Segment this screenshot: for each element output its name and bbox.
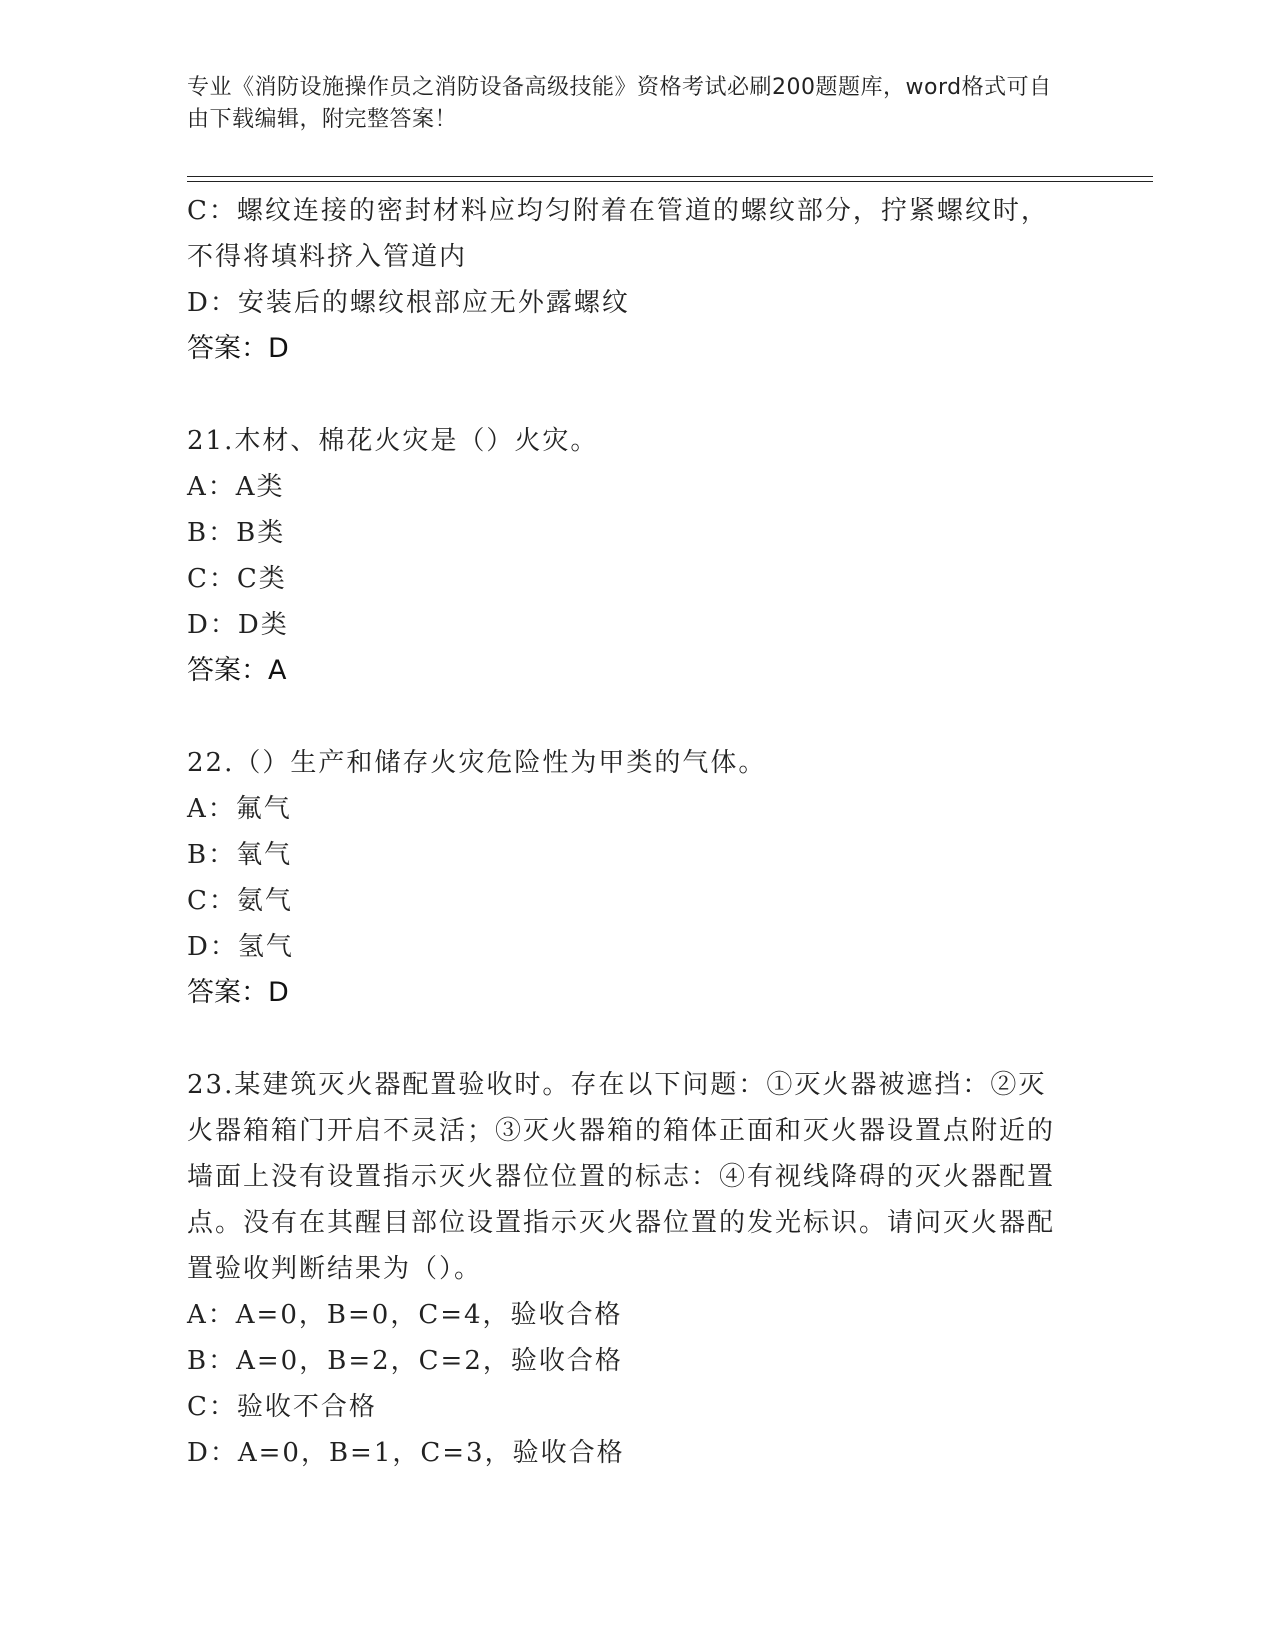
option-d: D：氢气 — [187, 932, 294, 962]
option-a: A：A=0，B=0，C=4，验收合格 — [187, 1300, 623, 1330]
question-block-21 — [187, 418, 1067, 694]
option-c: C：氨气 — [187, 886, 293, 916]
option-c: C：螺纹连接的密封材料应均匀附着在管道的螺纹部分，拧紧螺纹时，不得将填料挤入管道内 — [187, 196, 1049, 272]
spacer — [187, 1016, 1067, 1062]
document-header: 专业《消防设施操作员之消防设备高级技能》资格考试必刷200题题库，word格式可自由下载编辑，附完整答案！ — [187, 75, 1052, 132]
header-divider-top — [187, 176, 1153, 177]
question-block-22 — [187, 740, 1067, 1016]
question-block-previous — [187, 188, 1067, 372]
answer-line: 答案：A — [187, 655, 287, 686]
header-divider-bottom — [187, 181, 1153, 182]
option-b: B：氧气 — [187, 840, 293, 870]
question-list — [187, 188, 1067, 1476]
spacer — [187, 694, 1067, 740]
option-c: C：C类 — [187, 564, 287, 594]
option-c: C：验收不合格 — [187, 1392, 377, 1422]
question-stem: 21.木材、棉花火灾是（）火灾。 — [187, 426, 599, 456]
answer-line: 答案：D — [187, 977, 289, 1008]
option-d: D：A=0，B=1，C=3，验收合格 — [187, 1438, 625, 1468]
answer-line: 答案：D — [187, 333, 289, 364]
option-d: D：D类 — [187, 610, 289, 640]
spacer — [187, 372, 1067, 418]
option-b: B：A=0，B=2，C=2，验收合格 — [187, 1346, 623, 1376]
question-stem: 23.某建筑灭火器配置验收时。存在以下问题：①灭火器被遮挡：②灭火器箱箱门开启不灵活；③灭火器箱的箱体正面和灭火器设置点附近的墙面上没有设置指示灭火器位位置的标志：④有视线降碍的灭火器配置点。没有在其醒目部位设置指示灭火器位置的发光标识。请问灭火器配置验收判断结果为（）。 — [187, 1070, 1056, 1284]
option-a: A：氟气 — [187, 794, 292, 824]
question-stem: 22.（）生产和储存火灾危险性为甲类的气体。 — [187, 748, 767, 778]
option-b: B：B类 — [187, 518, 286, 548]
option-d: D：安装后的螺纹根部应无外露螺纹 — [187, 288, 630, 318]
option-a: A：A类 — [187, 472, 285, 502]
question-block-23 — [187, 1062, 1067, 1476]
